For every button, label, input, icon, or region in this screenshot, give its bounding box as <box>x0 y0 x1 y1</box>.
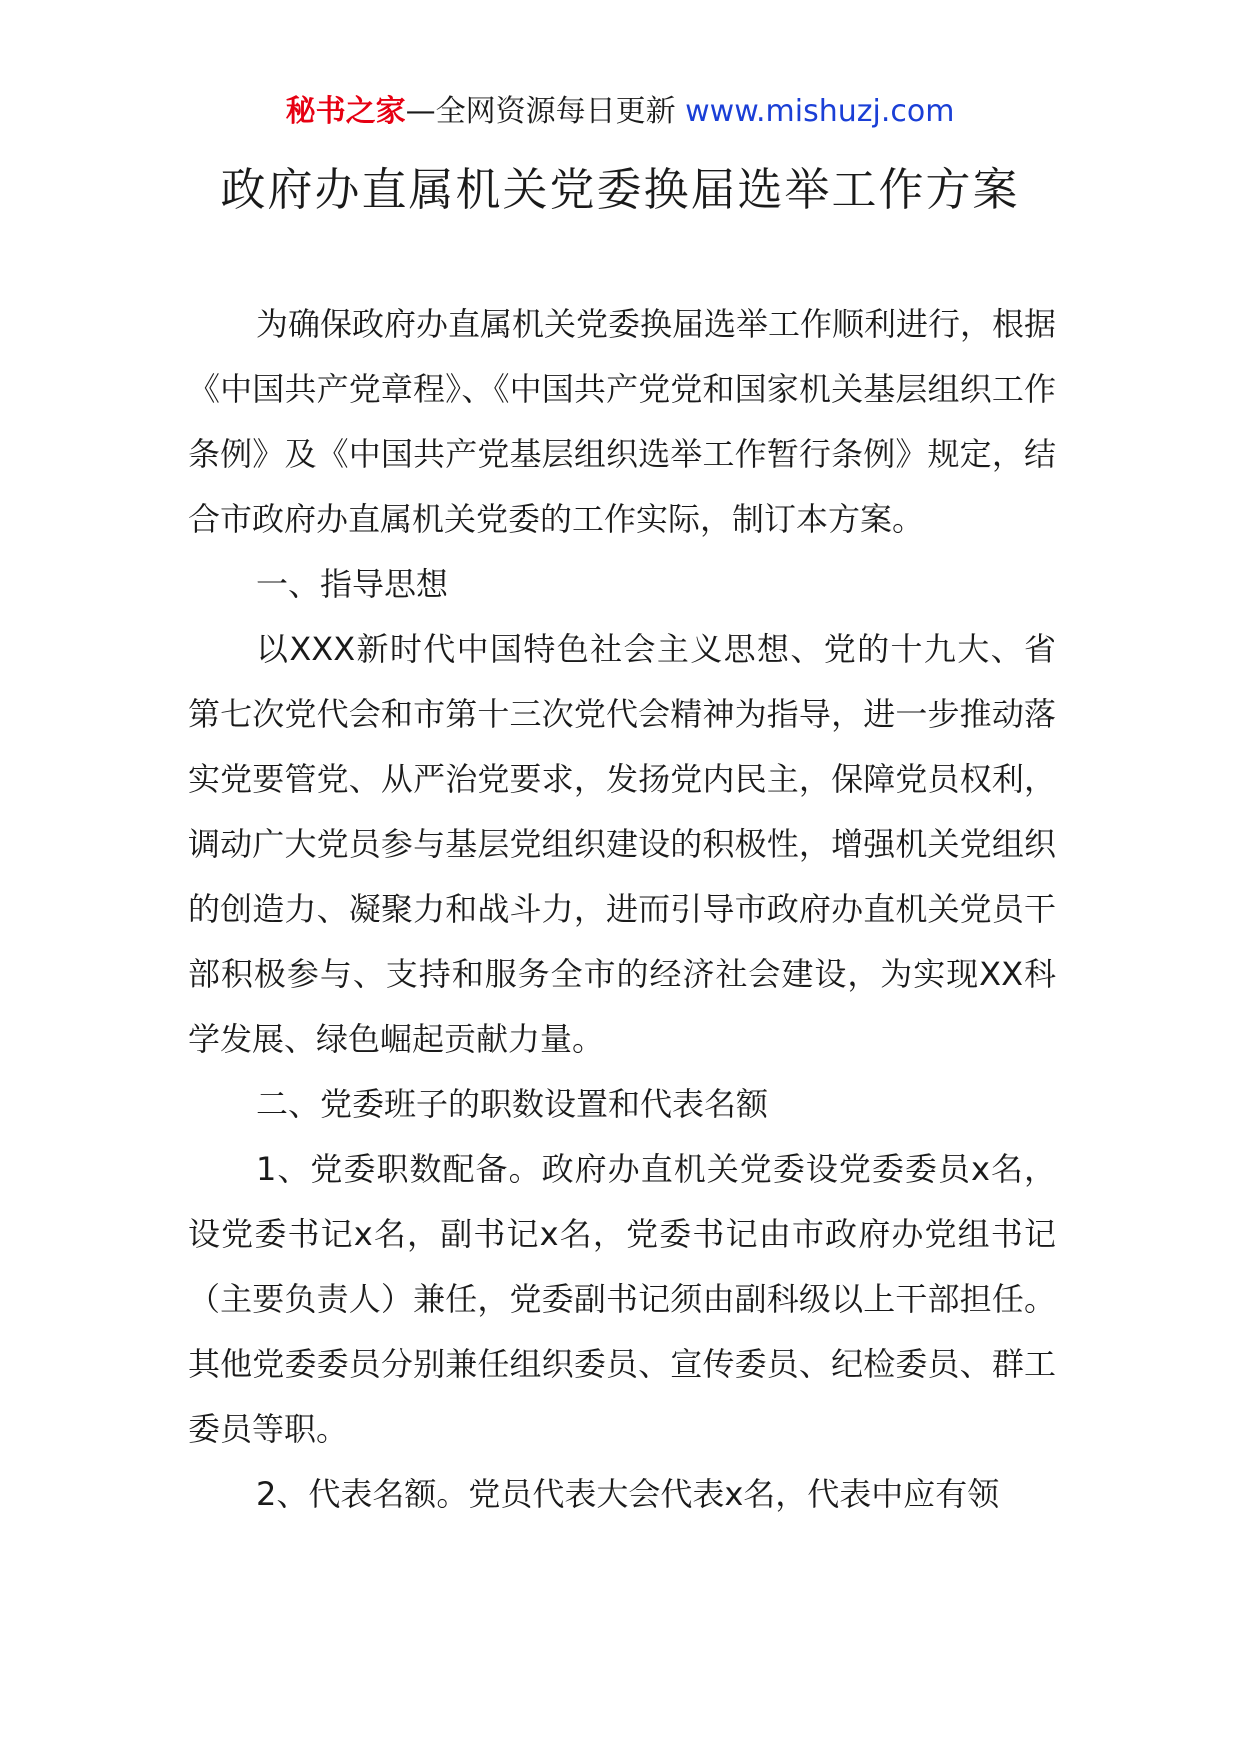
document-title: 政府办直属机关党委换届选举工作方案 <box>220 163 1020 216</box>
document-body <box>188 292 1056 1527</box>
section-heading-guiding-ideology: 一、指导思想 <box>256 565 449 603</box>
guiding-ideology-paragraph: 以XXX新时代中国特色社会主义思想、党的十九大、省第七次党代会和市第十三次党代会精神为指导，进一步推动落实党要管党、从严治党要求，发扬党内民主，保障党员权利，调动广大党员参与基层党组织建设的积极性，增强机关党组织的创造力、凝聚力和战斗力，进而引导市政府办直机关党员干部积极参与、支持和服务全市的经济社会建设，为实现XX科学发展、绿色崛起贡献力量。 <box>188 630 1056 1058</box>
site-url-link[interactable]: www.mishuzj.com <box>685 94 955 129</box>
site-tagline: —全网资源每日更新 <box>405 94 686 129</box>
section-heading-committee-setup: 二、党委班子的职数设置和代表名额 <box>256 1085 769 1123</box>
intro-paragraph: 为确保政府办直属机关党委换届选举工作顺利进行，根据《中国共产党章程》、《中国共产党党和国家机关基层组织工作条例》及《中国共产党基层组织选举工作暂行条例》规定，结合市政府办直属机关党委的工作实际，制订本方案。 <box>188 305 1057 538</box>
site-header <box>0 92 1240 132</box>
committee-positions-paragraph: 1、党委职数配备。政府办直机关党委设党委委员x名，设党委书记x名，副书记x名，党委书记由市政府办党组书记（主要负责人）兼任，党委副书记须由副科级以上干部担任。其他党委委员分别兼任组织委员、宣传委员、纪检委员、群工委员等职。 <box>188 1150 1056 1448</box>
site-brand: 秘书之家 <box>285 94 406 129</box>
delegate-quota-paragraph: 2、代表名额。党员代表大会代表x名，代表中应有领 <box>256 1475 1000 1513</box>
